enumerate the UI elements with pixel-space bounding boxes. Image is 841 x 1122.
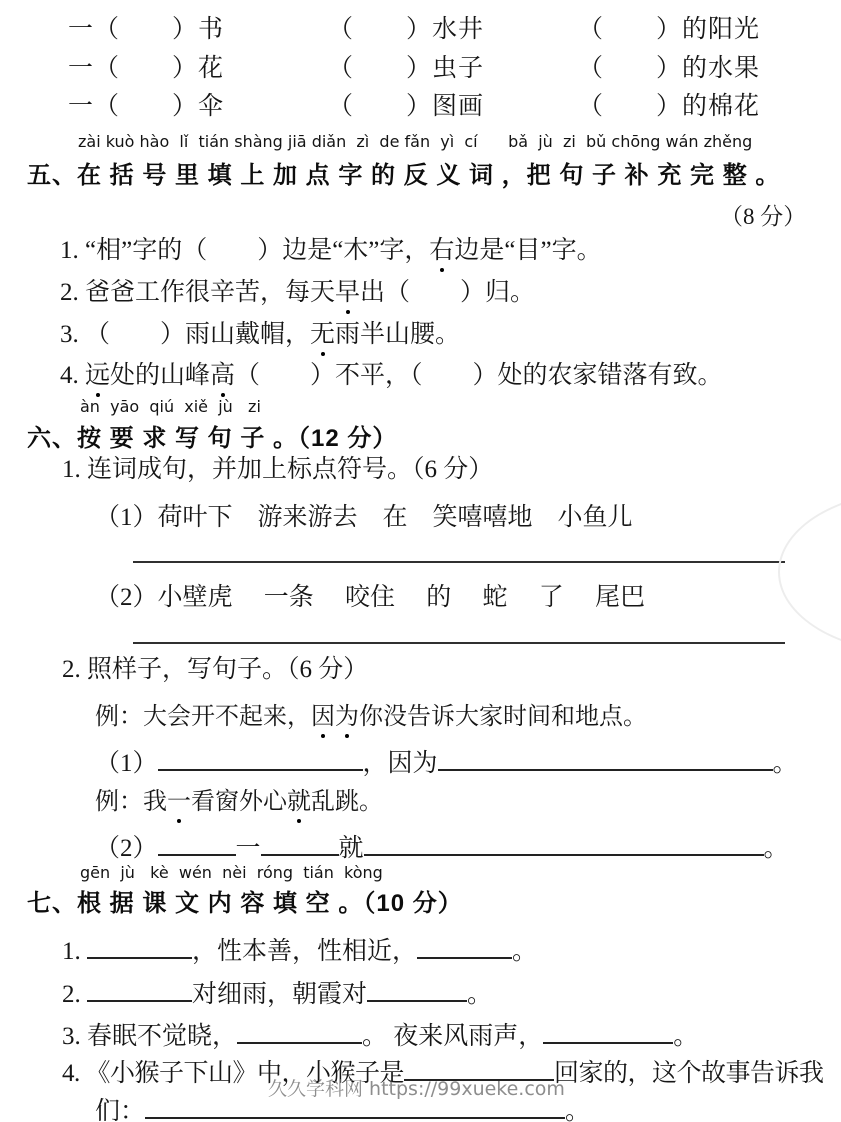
- example-sentence: 例：我一看窗外心就乱跳。: [95, 789, 383, 815]
- word-fill-cell[interactable]: （ ）的水果: [578, 55, 761, 82]
- fill-mid: 就: [338, 835, 364, 862]
- question-item[interactable]: 2. 爸爸工作很辛苦，每天早出（ ）归。: [60, 279, 536, 306]
- pinyin-hint-section5: zài kuò hào lǐ tián shàng jiā diǎn zì de fǎn yì cí bǎ jù zi bǔ chōng wán zhěng: [78, 132, 753, 151]
- cloze-text: 春眠不觉晓，: [87, 1023, 238, 1050]
- fill-prefix: （1）: [95, 750, 158, 777]
- fill-prefix: （2）: [95, 835, 158, 862]
- fill-blank[interactable]: [438, 744, 773, 771]
- cloze-text: 《小猴子下山》中，小猴子是: [85, 1060, 405, 1087]
- section-five-title: 五、在 括 号 里 填 上 加 点 字 的 反 义 词 ，把 句 子 补 充 完 整 。: [27, 162, 781, 189]
- cloze-text: ，性本善，性相近，: [192, 938, 418, 965]
- decorative-arc: [778, 490, 841, 654]
- word-fill-cell[interactable]: 一（ ）书: [68, 16, 225, 43]
- section-five-score: （8 分）: [720, 204, 807, 229]
- item-number: 4.: [62, 1060, 86, 1087]
- cloze-text: 们：: [95, 1098, 146, 1122]
- cloze-end: 。: [467, 981, 493, 1008]
- fill-end: 。: [763, 835, 789, 862]
- fill-mid: 一: [235, 835, 261, 862]
- cloze-end: 。: [673, 1023, 699, 1050]
- word-fill-cell[interactable]: （ ）的棉花: [578, 93, 761, 120]
- word-order-question-1: （1）荷叶下 游来游去 在 笑嘻嘻地 小鱼儿: [95, 504, 633, 531]
- fill-end: 。: [772, 750, 798, 777]
- word-order-question-2: （2）小壁虎 一条 咬住 的 蛇 了 尾巴: [95, 584, 646, 611]
- fill-blank[interactable]: [87, 975, 192, 1002]
- fill-blank[interactable]: [417, 932, 512, 959]
- site-watermark: 久久学科网 https://99xueke.com: [268, 1078, 565, 1100]
- subquestion-title: 1. 连词成句，并加上标点符号。（6 分）: [62, 456, 494, 483]
- item-number: 3.: [62, 1023, 87, 1050]
- cloze-item: [62, 1017, 698, 1052]
- fill-blank[interactable]: [261, 829, 339, 856]
- section-six-title: 六、按 要 求 写 句 子 。（12 分）: [27, 425, 398, 452]
- section-seven-title: 七、根 据 课 文 内 容 填 空 。（10 分）: [27, 890, 463, 917]
- cloze-end: 。: [512, 938, 538, 965]
- fill-blank[interactable]: [158, 744, 363, 771]
- fill-blank[interactable]: [543, 1017, 673, 1044]
- word-fill-cell[interactable]: 一（ ）伞: [68, 93, 225, 120]
- item-number: 1.: [62, 938, 87, 965]
- item-number: 2.: [62, 981, 87, 1008]
- word-fill-cell[interactable]: （ ）水井: [328, 16, 485, 43]
- question-item[interactable]: 1. “相”字的（ ）边是“木”字，右边是“目”字。: [60, 237, 602, 264]
- question-item[interactable]: 4. 远处的山峰高（ ）不平，（ ）处的农家错落有致。: [60, 362, 723, 389]
- sentence-fill-line: [95, 744, 798, 779]
- question-item[interactable]: 3. （ ）雨山戴帽，无雨半山腰。: [60, 321, 461, 348]
- subquestion-title: 2. 照样子，写句子。（6 分）: [62, 656, 369, 683]
- fill-blank[interactable]: [364, 829, 764, 856]
- fill-blank[interactable]: [87, 932, 192, 959]
- cloze-end: 。: [565, 1098, 591, 1122]
- fill-blank[interactable]: [367, 975, 467, 1002]
- cloze-item: [62, 932, 537, 967]
- pinyin-hint-section6: àn yāo qiú xiě jù zi: [80, 397, 261, 416]
- sentence-fill-line: [95, 829, 789, 864]
- cloze-text: 对细雨，朝霞对: [192, 981, 368, 1008]
- cloze-text: 回家的，这个故事告诉我: [554, 1060, 824, 1087]
- cloze-text: 。 夜来风雨声，: [362, 1023, 544, 1050]
- fill-blank[interactable]: [158, 829, 236, 856]
- example-sentence: 例：大会开不起来，因为你没告诉大家时间和地点。: [95, 704, 647, 730]
- pinyin-hint-section7: gēn jù kè wén nèi róng tián kòng: [80, 863, 383, 882]
- answer-line[interactable]: [133, 642, 785, 644]
- fill-blank[interactable]: [237, 1017, 362, 1044]
- fill-mid: ，因为: [362, 750, 438, 777]
- word-fill-cell[interactable]: 一（ ）花: [68, 55, 225, 82]
- answer-line[interactable]: [133, 561, 785, 563]
- word-fill-cell[interactable]: （ ）的阳光: [578, 16, 761, 43]
- cloze-item: [62, 975, 492, 1010]
- word-fill-cell[interactable]: （ ）虫子: [328, 55, 485, 82]
- word-fill-cell[interactable]: （ ）图画: [328, 93, 485, 120]
